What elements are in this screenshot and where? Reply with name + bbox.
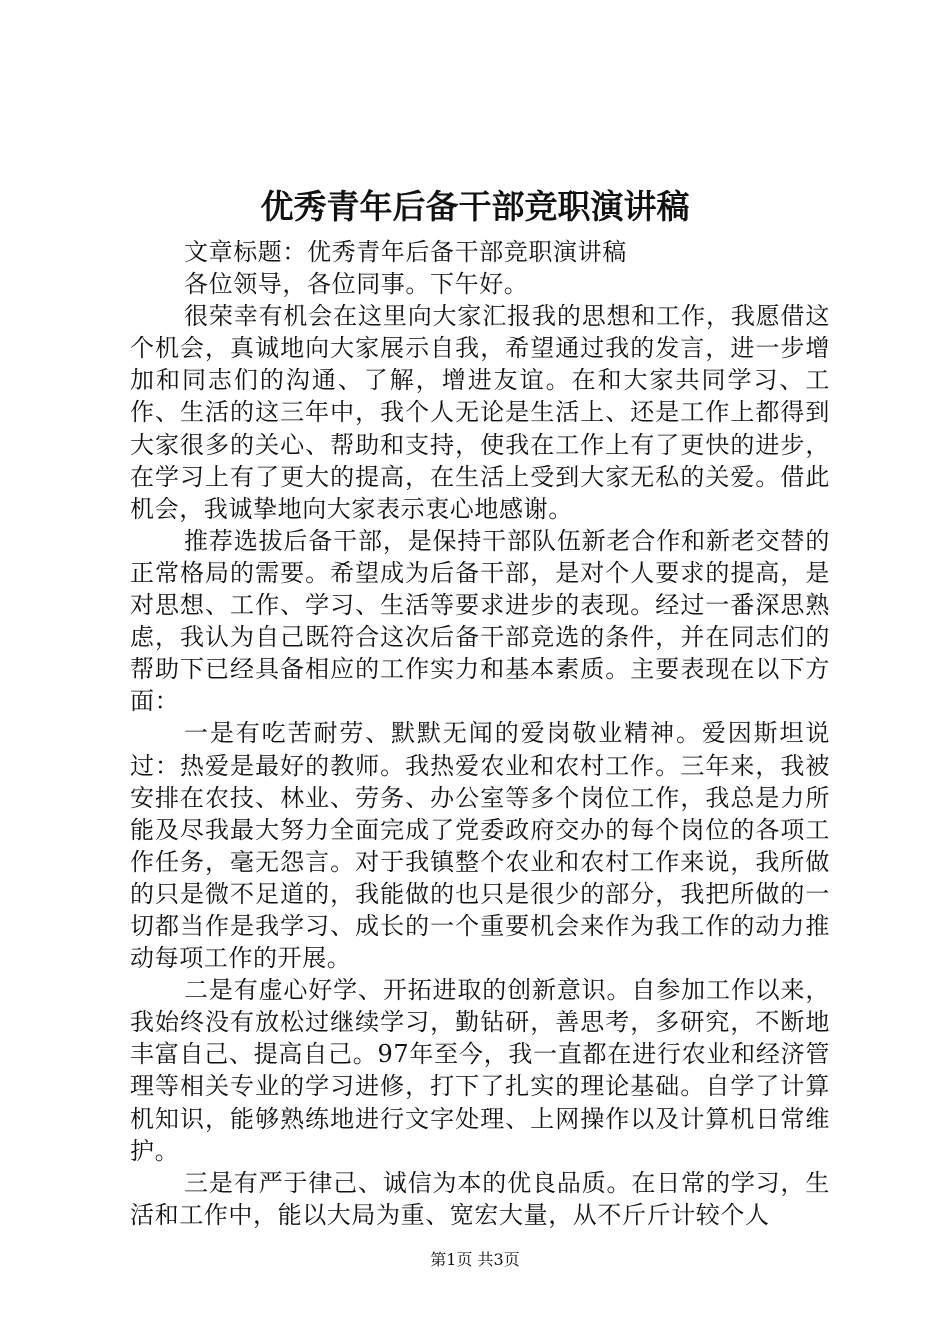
document-body <box>130 236 830 1231</box>
paragraph-greeting: 各位领导，各位同事。下午好。 <box>184 270 529 299</box>
paragraph-intro: 很荣幸有机会在这里向大家汇报我的思想和工作，我愿借这个机会，真诚地向大家展示自我，希望通过我的发言，进一步增加和同志们的沟通、了解，增进友谊。在和大家共同学习、工作、生活的这三年中，我个人无论是生活上、还是工作上都得到大家很多的关心、帮助和支持，使我在工作上有了更快的进步，在学习上有了更大的提高，在生活上受到大家无私的关爱。借此机会，我诚挚地向大家表示衷心地感谢。 <box>130 302 830 523</box>
document-title: 优秀青年后备干部竞职演讲稿 <box>260 187 690 226</box>
paragraph-point-three: 三是有严于律己、诚信为本的优良品质。在日常的学习，生活和工作中，能以大局为重、宽宏大量，从不斤斤计较个人 <box>130 1168 830 1229</box>
paragraph-point-one: 一是有吃苦耐劳、默默无闻的爱岗敬业精神。爱因斯坦说过：热爱是最好的教师。我热爱农业和农村工作。三年来，我被安排在农技、林业、劳务、办公室等多个岗位工作，我总是力所能及尽我最大努力全面完成了党委政府交办的每个岗位的各项工作任务，毫无怨言。对于我镇整个农业和农村工作来说，我所做的只是微不足道的，我能做的也只是很少的部分，我把所做的一切都当作是我学习、成长的一个重要机会来作为我工作的动力推动每项工作的开展。 <box>130 719 830 973</box>
page-footer: 第1页 共3页 <box>430 1250 520 1269</box>
paragraph-recommendation: 推荐选拔后备干部，是保持干部队伍新老合作和新老交替的正常格局的需要。希望成为后备干部，是对个人要求的提高，是对思想、工作、学习、生活等要求进步的表现。经过一番深思熟虑，我认为自己既符合这次后备干部竞选的条件，并在同志们的帮助下已经具备相应的工作实力和基本素质。主要表现在以下方面： <box>130 526 830 716</box>
paragraph-point-two: 二是有虚心好学、开拓进取的创新意识。自参加工作以来，我始终没有放松过继续学习，勤钻研，善思考，多研究，不断地丰富自己、提高自己。97年至今，我一直都在进行农业和经济管理等相关专业的学习进修，打下了扎实的理论基础。自学了计算机知识，能够熟练地进行文字处理、上网操作以及计算机日常维护。 <box>130 976 830 1165</box>
paragraph-article-title: 文章标题：优秀青年后备干部竞职演讲稿 <box>184 238 627 266</box>
